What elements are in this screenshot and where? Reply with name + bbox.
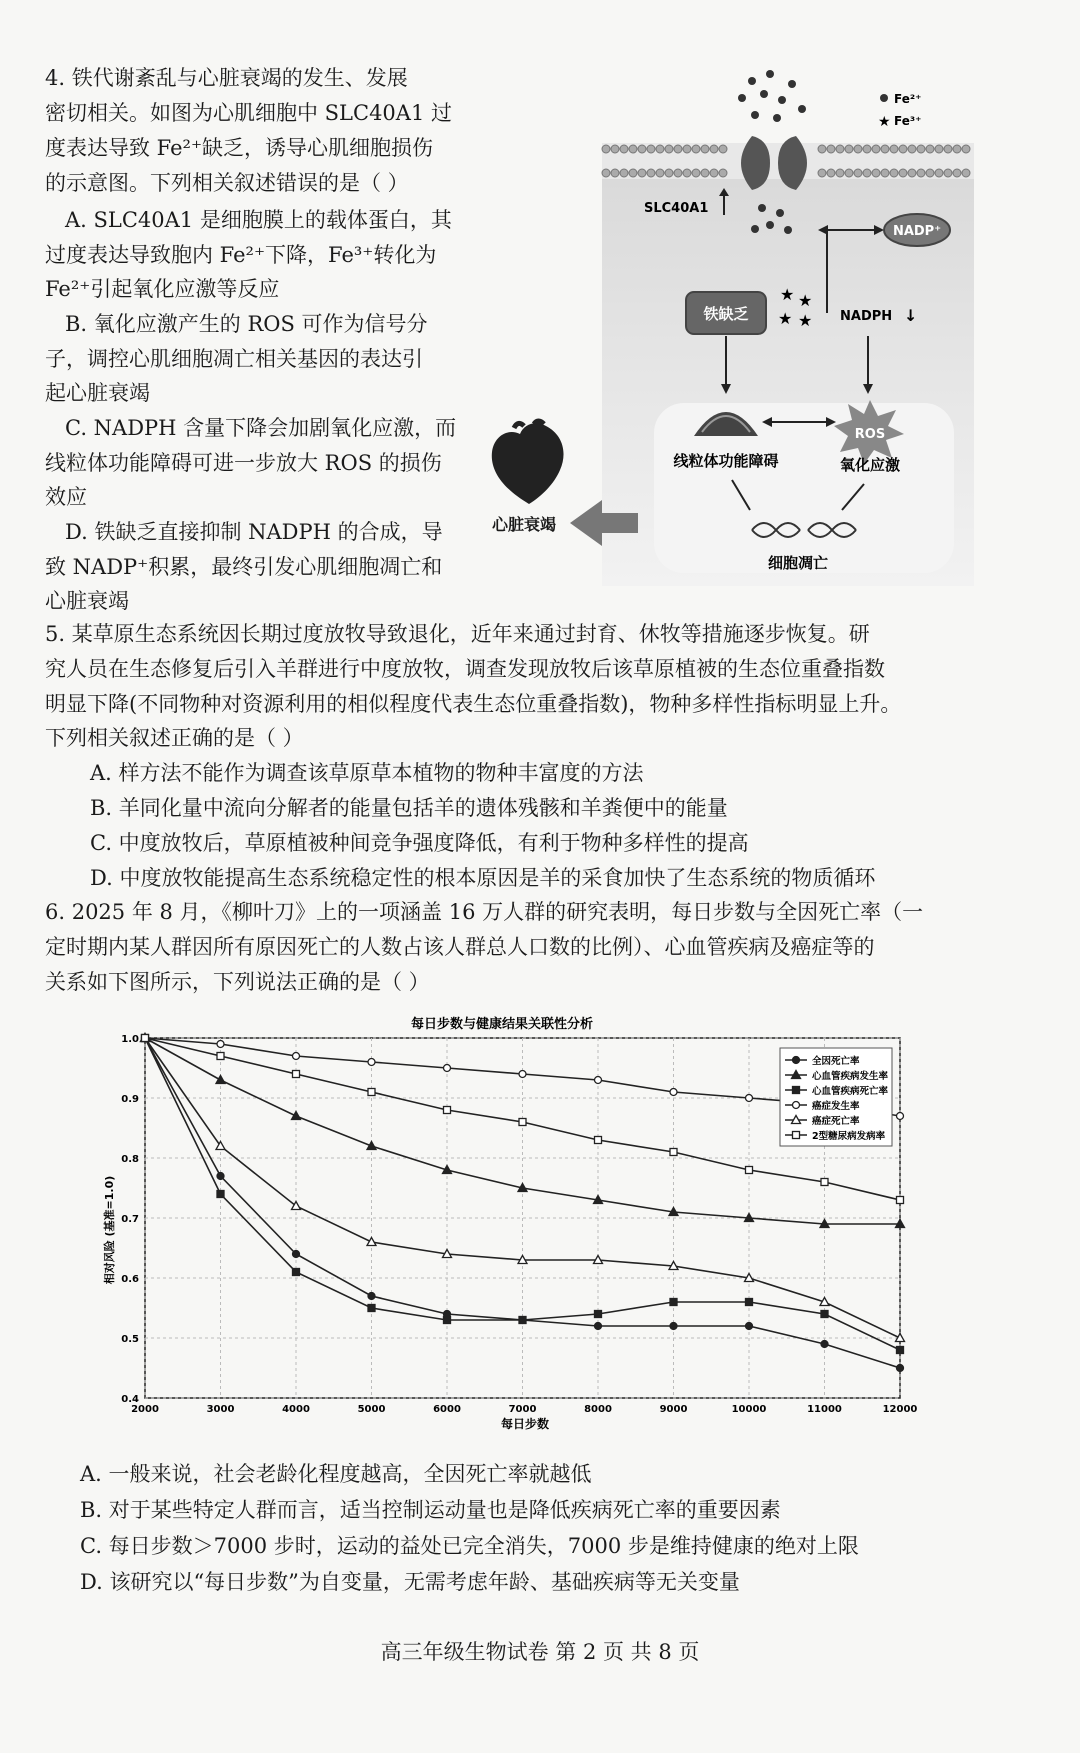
q4-line: 4. 铁代谢紊乱与心脏衰竭的发生、发展: [45, 66, 408, 90]
y-tick-label: 0.7: [121, 1214, 139, 1225]
data-point: [519, 1317, 526, 1324]
slc40a1-label: SLC40A1: [644, 201, 709, 216]
data-point: [293, 1269, 300, 1276]
cell-diagram: [602, 68, 974, 586]
diagram-svg: [602, 68, 974, 586]
q5-stem-line: 5. 某草原生态系统因长期过度放牧导致退化，近年来通过封育、休牧等措施逐步恢复。研: [45, 622, 870, 646]
data-point: [217, 1191, 224, 1198]
q5-option-c: C. 中度放牧后，草原植被种间竞争强度降低，有利于物种多样性的提高: [90, 831, 749, 855]
data-point: [293, 1251, 300, 1258]
svg-text:★: ★: [798, 311, 813, 330]
heart-figure: [484, 418, 574, 534]
y-tick-label: 0.4: [121, 1394, 139, 1405]
data-point: [670, 1149, 677, 1156]
data-point: [292, 1112, 301, 1120]
data-point: [217, 1041, 224, 1048]
y-tick-label: 0.9: [121, 1094, 139, 1105]
legend-label: 心血管疾病死亡率: [812, 1086, 889, 1097]
oxidative-stress-label: 氧化应激: [839, 456, 901, 474]
q4-line: 过度表达导致胞内 Fe²⁺下降，Fe³⁺转化为: [45, 243, 437, 267]
q4-line: 子，调控心肌细胞凋亡相关基因的表达引: [45, 347, 423, 371]
q5-option-d: D. 中度放牧能提高生态系统稳定性的根本原因是羊的采食加快了生态系统的物质循环: [90, 866, 876, 890]
x-tick-label: 6000: [433, 1404, 461, 1415]
q4-line: 度表达导致 Fe²⁺缺乏，诱导心肌细胞损伤: [45, 136, 434, 160]
q4-option-c: C. NADPH 含量下降会加剧氧化应激，而: [65, 416, 457, 440]
y-tick-label: 0.6: [121, 1274, 139, 1285]
q4-line: 心脏衰竭: [45, 589, 129, 613]
y-tick-label: 0.8: [121, 1154, 139, 1165]
data-point: [368, 1305, 375, 1312]
nadph-down-arrow-icon: ↓: [904, 306, 918, 325]
legend-label: 全因死亡率: [812, 1056, 860, 1067]
legend-label: 癌症发生率: [812, 1101, 860, 1112]
data-point: [595, 1311, 602, 1318]
q4-option-b: B. 氧化应激产生的 ROS 可作为信号分: [65, 312, 428, 336]
x-tick-label: 7000: [508, 1404, 537, 1415]
q4-line: 致 NADP⁺积累，最终引发心肌细胞凋亡和: [45, 555, 443, 579]
fe3-legend-icon: ★: [878, 114, 891, 130]
data-point: [670, 1323, 677, 1330]
data-point: [368, 1293, 375, 1300]
data-point: [821, 1179, 828, 1186]
chart-svg: [100, 1010, 918, 1435]
x-tick-label: 9000: [659, 1404, 688, 1415]
data-point: [444, 1107, 451, 1114]
apoptosis-label: 细胞凋亡: [767, 554, 829, 572]
legend-label: 癌症死亡率: [812, 1116, 860, 1127]
fe3-legend-label: Fe³⁺: [894, 114, 922, 128]
legend-marker: [793, 1057, 800, 1064]
data-point: [519, 1071, 526, 1078]
q6-option-a: A. 一般来说，社会老龄化程度越高，全因死亡率就越低: [80, 1462, 592, 1486]
fe2-legend-icon: [880, 94, 888, 102]
x-tick-label: 11000: [807, 1404, 842, 1415]
data-point: [142, 1035, 149, 1042]
chart-ylabel: 相对风险 (基准=1.0): [103, 1175, 116, 1285]
data-point: [670, 1089, 677, 1096]
svg-text:★: ★: [780, 285, 795, 304]
q6-option-d: D. 该研究以“每日步数”为自变量，无需考虑年龄、基础疾病等无关变量: [80, 1570, 740, 1594]
q4-line: 效应: [45, 485, 87, 509]
q5-option-b: B. 羊同化量中流向分解者的能量包括羊的遗体残骸和羊粪便中的能量: [90, 796, 728, 820]
x-tick-label: 10000: [731, 1404, 767, 1415]
q4-line: 起心脏衰竭: [45, 381, 150, 405]
data-point: [897, 1197, 904, 1204]
legend-marker: [793, 1102, 800, 1109]
fe2-legend-label: Fe²⁺: [894, 92, 922, 106]
data-point: [746, 1323, 753, 1330]
q6-stem-line: 定时期内某人群因所有原因死亡的人数占该人群总人口数的比例）、心血管疾病及癌症等的: [45, 935, 875, 959]
q6-stem-line: 6. 2025 年 8 月，《柳叶刀》上的一项涵盖 16 万人群的研究表明，每日步数与全因死亡率（一: [45, 900, 924, 924]
steps-health-chart: [100, 1010, 918, 1435]
q4-line: 线粒体功能障碍可进一步放大 ROS 的损伤: [45, 451, 442, 475]
legend-marker: [793, 1132, 800, 1139]
data-point: [293, 1071, 300, 1078]
data-point: [444, 1065, 451, 1072]
data-point: [368, 1059, 375, 1066]
data-point: [595, 1323, 602, 1330]
q6-stem-line: 关系如下图所示，下列说法正确的是（ ）: [45, 970, 430, 994]
legend-label: 心血管疾病发生率: [812, 1071, 889, 1082]
svg-text:★: ★: [798, 291, 813, 310]
x-tick-label: 4000: [282, 1404, 310, 1415]
data-point: [746, 1167, 753, 1174]
x-tick-label: 2000: [131, 1404, 159, 1415]
heart-icon: [484, 418, 574, 508]
x-tick-label: 5000: [357, 1404, 386, 1415]
y-tick-label: 1.0: [121, 1034, 139, 1045]
data-point: [821, 1311, 828, 1318]
data-point: [821, 1341, 828, 1348]
data-point: [293, 1053, 300, 1060]
iron-deficiency-label: 铁缺乏: [703, 305, 749, 323]
data-point: [746, 1095, 753, 1102]
legend-marker: [793, 1087, 800, 1094]
data-point: [595, 1137, 602, 1144]
data-point: [444, 1317, 451, 1324]
data-point: [670, 1299, 677, 1306]
cytoplasm-region: [654, 403, 954, 573]
ros-label: ROS: [854, 427, 886, 442]
fe-ions-outside: [738, 70, 806, 122]
chart-legend: [780, 1048, 892, 1146]
q5-stem-line: 明显下降(不同物种对资源利用的相似程度代表生态位重叠指数)，物种多样性指标明显上升。: [45, 692, 902, 716]
data-point: [216, 1076, 225, 1084]
y-tick-label: 0.5: [121, 1334, 139, 1345]
data-point: [897, 1365, 904, 1372]
chart-xlabel: 每日步数: [500, 1417, 550, 1431]
data-point: [217, 1053, 224, 1060]
data-point: [897, 1113, 904, 1120]
q5-stem-line: 下列相关叙述正确的是（ ）: [45, 726, 304, 750]
data-point: [217, 1173, 224, 1180]
mito-dysfunction-label: 线粒体功能障碍: [673, 452, 779, 470]
data-point: [746, 1299, 753, 1306]
legend-label: 2型糖尿病发病率: [812, 1131, 886, 1142]
data-point: [595, 1077, 602, 1084]
data-point: [367, 1238, 376, 1246]
q5-stem-line: 究人员在生态修复后引入羊群进行中度放牧，调查发现放牧后该草原植被的生态位重叠指数: [45, 657, 885, 681]
data-point: [519, 1119, 526, 1126]
svg-text:★: ★: [778, 309, 793, 328]
data-point: [897, 1347, 904, 1354]
heart-failure-label: 心脏衰竭: [492, 515, 557, 534]
data-point: [368, 1089, 375, 1096]
q6-option-b: B. 对于某些特定人群而言，适当控制运动量也是降低疾病死亡率的重要因素: [80, 1498, 781, 1522]
nadph-label: NADPH: [840, 309, 893, 324]
q4-line: 密切相关。如图为心肌细胞中 SLC40A1 过: [45, 101, 452, 125]
chart-title: 每日步数与健康结果关联性分析: [410, 1017, 594, 1032]
q4-line: 的示意图。下列相关叙述错误的是（ ）: [45, 171, 409, 195]
x-tick-label: 3000: [206, 1404, 235, 1415]
q4-option-d: D. 铁缺乏直接抑制 NADPH 的合成，导: [65, 520, 443, 544]
q4-option-a: A. SLC40A1 是细胞膜上的载体蛋白，其: [65, 208, 452, 232]
x-tick-label: 8000: [584, 1404, 612, 1415]
q5-option-a: A. 样方法不能作为调查该草原草本植物的物种丰富度的方法: [90, 761, 644, 785]
page-footer: 高三年级生物试卷 第 2 页 共 8 页: [380, 1640, 700, 1664]
q4-line: Fe²⁺引起氧化应激等反应: [45, 277, 280, 301]
x-tick-label: 12000: [882, 1404, 918, 1415]
q6-option-c: C. 每日步数＞7000 步时，运动的益处已完全消失，7000 步是维持健康的绝对上限: [80, 1534, 859, 1558]
nadp-label: NADP⁺: [892, 224, 942, 239]
